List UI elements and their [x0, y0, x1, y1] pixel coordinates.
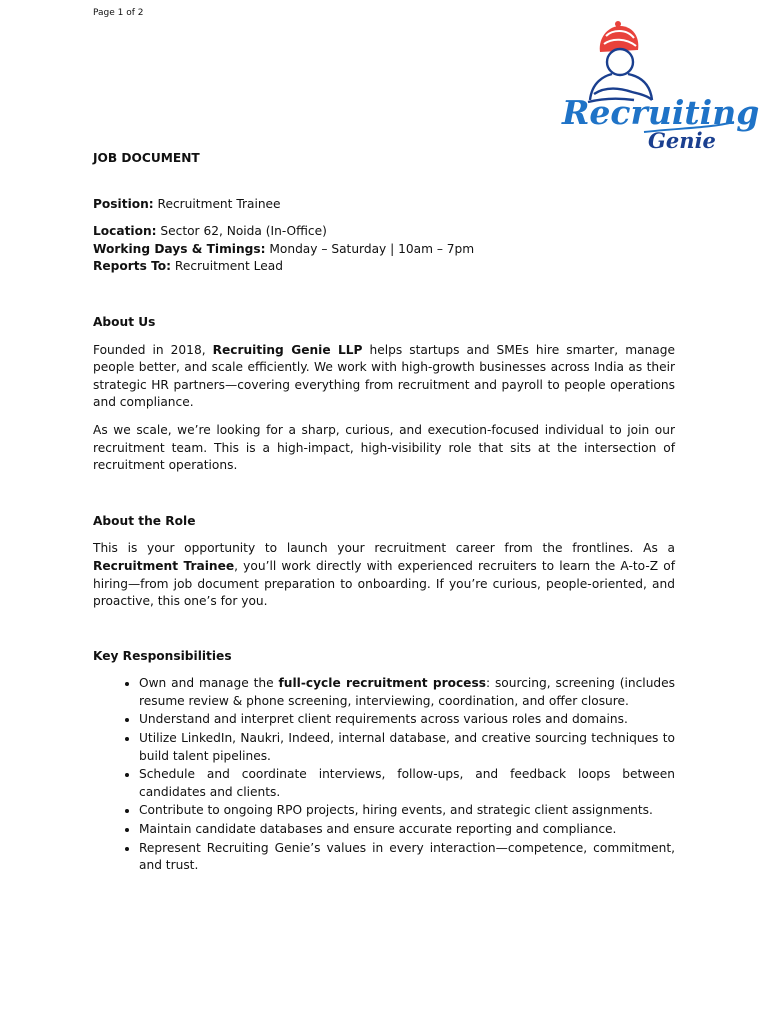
- company-name: Recruiting Genie LLP: [212, 342, 363, 357]
- job-meta: [93, 196, 675, 276]
- working-label: Working Days & Timings:: [93, 241, 266, 256]
- page-number: Page 1 of 2: [93, 8, 144, 18]
- about-us-paragraph-1: [93, 342, 675, 412]
- list-item: • Represent Recruiting Genie’s values in every interaction—competence, commitment, and trust.: [139, 840, 675, 875]
- about-us-p1-end: helps startups and SMEs hire smarter, manage people better, and scale efficiently. We work with high-growth businesses across India as their strategic HR partners—covering everything from recruitment and payroll to people operations and compliance.: [93, 342, 675, 410]
- reports-label: Reports To:: [93, 259, 172, 274]
- working-line: [93, 241, 675, 259]
- location-line: [93, 223, 675, 241]
- list-item: • Contribute to ongoing RPO projects, hiring events, and strategic client assignments.: [139, 802, 675, 820]
- responsibilities-list: [93, 675, 675, 875]
- working-value: Monday – Saturday | 10am – 7pm: [269, 241, 475, 256]
- list-item: • Understand and interpret client requirements across various roles and domains.: [139, 711, 675, 729]
- document-body: [93, 150, 675, 876]
- about-role-end: , you’ll work directly with experienced recruiters to learn the A-to-Z of hiring—from job document preparation to onboarding. If you’re curious, people-oriented, and proactive, this one’s for you.: [93, 558, 675, 609]
- position-value: Recruitment Trainee: [157, 196, 281, 211]
- item1-start: Own and manage the: [139, 676, 279, 691]
- about-us-heading: About Us: [93, 314, 156, 329]
- location-label: Location:: [93, 224, 157, 239]
- document-title: JOB DOCUMENT: [93, 151, 200, 165]
- about-role-paragraph: [93, 540, 675, 610]
- about-role-start: This is your opportunity to launch your recruitment career from the frontlines. As a: [93, 541, 675, 556]
- recruiting-genie-logo: [560, 16, 760, 154]
- list-item: [139, 675, 675, 710]
- role-name: Recruitment Trainee: [93, 558, 235, 573]
- about-role-heading: About the Role: [93, 513, 196, 528]
- reports-line: [93, 258, 675, 276]
- position-label: Position:: [93, 196, 154, 211]
- logo-word-recruiting: Recruiting: [562, 93, 760, 132]
- location-value: Sector 62, Noida (In-Office): [160, 224, 327, 239]
- list-item: • Maintain candidate databases and ensure accurate reporting and compliance.: [139, 821, 675, 839]
- reports-value: Recruitment Lead: [174, 259, 283, 274]
- logo-word-genie: Genie: [648, 128, 716, 153]
- position-line: [93, 196, 675, 214]
- item1-end: : sourcing, screening (includes resume review & phone screening, interviewing, coordination, and offer closure.: [139, 676, 676, 708]
- responsibilities-heading: Key Responsibilities: [93, 648, 232, 663]
- item1-bold: full-cycle recruitment process: [278, 676, 486, 691]
- about-us-p1-start: Founded in 2018,: [93, 342, 213, 357]
- list-item: • Utilize LinkedIn, Naukri, Indeed, internal database, and creative sourcing techniques to build talent pipelines.: [139, 730, 675, 765]
- about-us-paragraph-2: As we scale, we’re looking for a sharp, curious, and execution-focused individual to join our recruitment team. This is a high-impact, high-visibility role that sits at the intersection of recruitment operations.: [93, 422, 675, 473]
- list-item: • Schedule and coordinate interviews, follow-ups, and feedback loops between candidates and clients.: [139, 766, 675, 801]
